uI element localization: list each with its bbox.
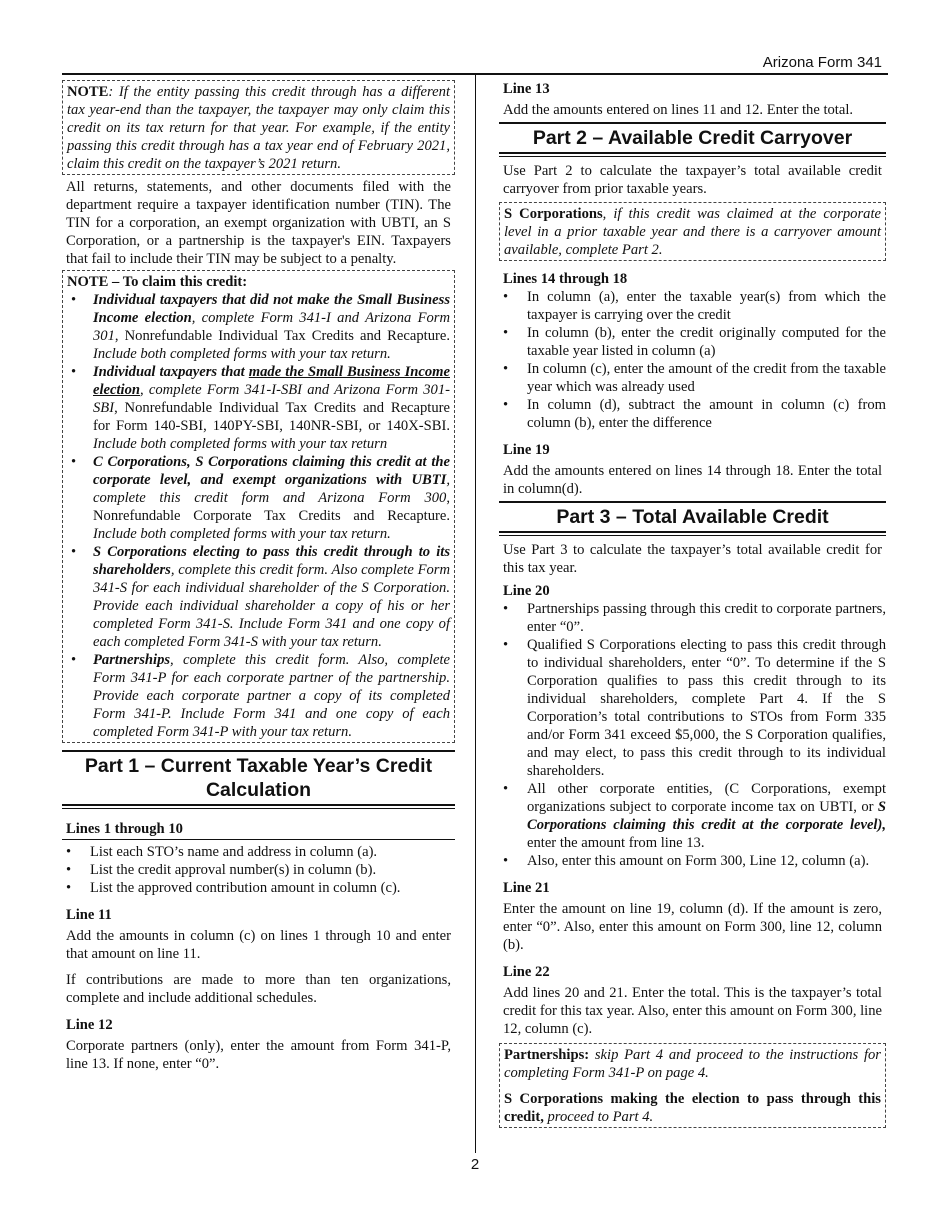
line19-label: Line 19 bbox=[503, 442, 550, 458]
lines-1-10-label: Lines 1 through 10 bbox=[62, 820, 455, 840]
partnerships-note: Partnerships: skip Part 4 and proceed to the instructions for completing Form 341-P on page 4. bbox=[504, 1047, 881, 1081]
list-item: • Also, enter this amount on Form 300, Line 12, column (a). bbox=[499, 852, 886, 870]
line22-text: Add lines 20 and 21. Enter the total. This is the taxpayer’s total credit for this tax year. Also, enter this amount on Form 300, line 12, column (c). bbox=[503, 985, 882, 1037]
column-divider bbox=[475, 75, 476, 1153]
lines-1-10-list bbox=[62, 843, 455, 897]
final-instructions-note bbox=[499, 1043, 886, 1128]
right-column bbox=[499, 80, 886, 1128]
list-item: • In column (c), enter the amount of the credit from the taxable year which was already used bbox=[499, 360, 886, 396]
list-item: • Individual taxpayers that made the Small Business Income election, complete Form 341-I-SBI and Arizona Form 301-SBI, Nonrefundable Individual Tax Credits and Recapture for Form 140-SBI, 140PY-SBI, 140NR-SBI, or 140X-SBI. Include both completed forms with your tax return bbox=[67, 363, 450, 453]
line20-list bbox=[499, 600, 886, 870]
list-item: • List the approved contribution amount in column (c). bbox=[62, 879, 455, 897]
list-item: • List the credit approval number(s) in column (b). bbox=[62, 861, 455, 879]
claim-note-title: NOTE – To claim this credit: bbox=[67, 274, 248, 290]
lines-14-18-list bbox=[499, 288, 886, 432]
claim-note-list bbox=[67, 291, 450, 741]
page-number: 2 bbox=[470, 1156, 480, 1173]
part3-intro: Use Part 3 to calculate the taxpayer’s total available credit for this tax year. bbox=[503, 542, 882, 576]
tin-paragraph: All returns, statements, and other documents filed with the department require a taxpayer identification number (TIN). The TIN for a corporation, an exempt organization with UBTI, an S Corporation, or a partnership is the taxpayer's EIN. Taxpayers that fail to include their TIN may be subject to a penalty. bbox=[66, 179, 451, 267]
line22-label: Line 22 bbox=[503, 964, 550, 980]
line12-text: Corporate partners (only), enter the amount from Form 341-P, line 13. If none, enter “0”. bbox=[66, 1038, 451, 1072]
list-item: • Individual taxpayers that did not make the Small Business Income election, complete Form 341-I and Arizona Form 301, Nonrefundable Individual Tax Credits and Recapture. Include both completed forms with your tax return. bbox=[67, 291, 450, 363]
part1-heading: Part 1 – Current Taxable Year’s Credit Calculation bbox=[62, 750, 455, 806]
list-item: • Partnerships passing through this credit to corporate partners, enter “0”. bbox=[499, 600, 886, 636]
line11-label: Line 11 bbox=[66, 907, 112, 923]
line20-label: Line 20 bbox=[503, 583, 550, 599]
list-item: • C Corporations, S Corporations claiming this credit at the corporate level, and exempt organizations with UBTI, complete this credit form and Arizona Form 300, Nonrefundable Corporate Tax Credits and Recapture. Include both completed forms with your tax return. bbox=[67, 453, 450, 543]
line12-label: Line 12 bbox=[66, 1017, 113, 1033]
line21-text: Enter the amount on line 19, column (d). If the amount is zero, enter “0”. Also, enter this amount on Form 300, line 12, column (b). bbox=[503, 901, 882, 953]
part2-heading: Part 2 – Available Credit Carryover bbox=[499, 122, 886, 154]
list-item: • In column (d), subtract the amount in column (c) from column (b), enter the difference bbox=[499, 396, 886, 432]
line21-label: Line 21 bbox=[503, 880, 550, 896]
part3-heading: Part 3 – Total Available Credit bbox=[499, 501, 886, 533]
form-title: Arizona Form 341 bbox=[762, 54, 882, 71]
list-item: • In column (a), enter the taxable year(s) from which the taxpayer is carrying over the credit bbox=[499, 288, 886, 324]
line19-text: Add the amounts entered on lines 14 through 18. Enter the total in column(d). bbox=[503, 463, 882, 497]
claim-credit-note bbox=[62, 270, 455, 743]
s-corp-carryover-note: S Corporations, if this credit was claimed at the corporate level in a prior taxable year and there is a carryover amount available, complete Part 2. bbox=[499, 202, 886, 261]
s-corp-election-note: S Corporations making the election to pass through this credit, proceed to Part 4. bbox=[504, 1091, 881, 1125]
left-column bbox=[62, 80, 455, 1073]
list-item: • Partnerships, complete this credit form. Also, complete Form 341-P for each corporate partner of the partnership. Provide each corporate partner a copy of its completed Form 341-P. Include Form 341 and one copy of each completed Form 341-P with your tax return. bbox=[67, 651, 450, 741]
list-item: • List each STO’s name and address in column (a). bbox=[62, 843, 455, 861]
note-label: NOTE bbox=[67, 84, 109, 100]
line11-text2: If contributions are made to more than ten organizations, complete and include additional schedules. bbox=[66, 972, 451, 1006]
part2-intro: Use Part 2 to calculate the taxpayer’s total available credit carryover from prior taxable years. bbox=[503, 163, 882, 197]
list-item: • All other corporate entities, (C Corporations, exempt organizations subject to corporate income tax on UBTI, or S Corporations claiming this credit at the corporate level), enter the amount from line 13. bbox=[499, 780, 886, 852]
list-item: • In column (b), enter the credit originally computed for the taxable year listed in column (a) bbox=[499, 324, 886, 360]
lines-14-18-label: Lines 14 through 18 bbox=[503, 271, 628, 287]
list-item: • Qualified S Corporations electing to pass this credit through to individual shareholders, enter “0”. To determine if the S Corporation qualifies to pass this credit through to its individual shareholders, complete Part 4. If the S Corporation’s total contributions to STOs from Form 335 and/or Form 341 exceed $5,000, the S Corporation qualifies, and may elect, to pass this credit through to its individual shareholders. bbox=[499, 636, 886, 780]
tax-year-end-note bbox=[62, 80, 455, 175]
list-item: • S Corporations electing to pass this credit through to its shareholders, complete this credit form. Also complete Form 341-S for each individual shareholder of the S Corporation. Provide each individual shareholder a copy of his or her completed Form 341-S. Include Form 341 and one copy of each completed Form 341-S with your tax return. bbox=[67, 543, 450, 651]
note-text: : If the entity passing this credit through has a different tax year-end than the taxpayer, the taxpayer may only claim this credit on its tax return for that year. For example, if the entity passing this credit through has a tax year end of February 2021, claim this credit on the taxpayer’s 2021 return. bbox=[67, 84, 450, 172]
line13-text: Add the amounts entered on lines 11 and 12. Enter the total. bbox=[503, 102, 854, 118]
line13-label: Line 13 bbox=[503, 81, 550, 97]
line11-text: Add the amounts in column (c) on lines 1 through 10 and enter that amount on line 11. bbox=[66, 928, 451, 962]
